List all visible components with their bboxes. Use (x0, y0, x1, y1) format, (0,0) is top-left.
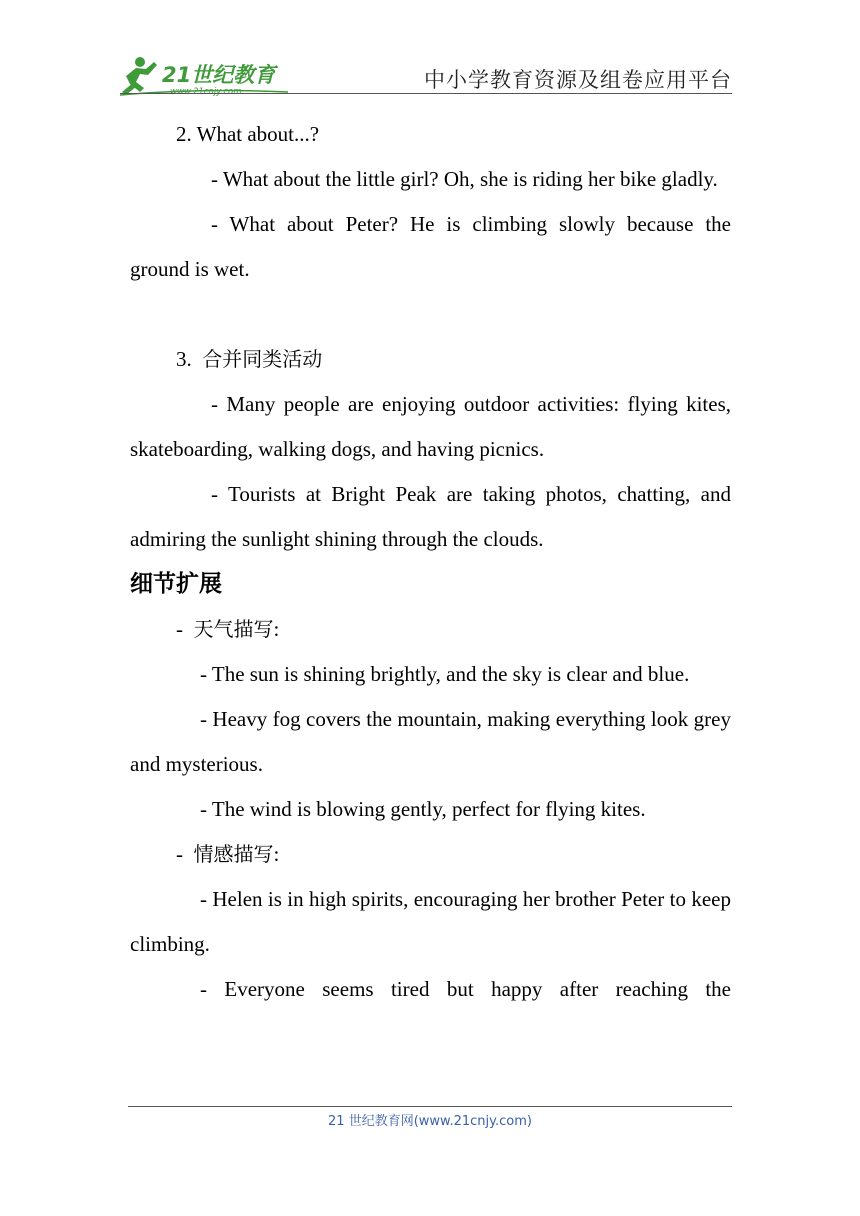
section-3-title (130, 337, 731, 382)
logo-url: www.21cnjy.com (170, 87, 242, 97)
weather-label: 天气描写 (193, 617, 274, 641)
section-2-line-1: - What about the little girl? Oh, she is riding her bike gladly. (211, 167, 718, 191)
logo-text: 21世纪教育 (162, 63, 276, 87)
section-3-text: 合并同类活动 (202, 347, 323, 371)
section-3-line-2: - Tourists at Bright Peak are taking photos, chatting, and admiring the sunlight shining through the clouds. (130, 482, 731, 551)
emotion-label: 情感描写 (193, 842, 274, 866)
section-2-line-2: - What about Peter? He is climbing slowly because the ground is wet. (130, 212, 731, 281)
page-footer: 21 世纪教育网(www.21cnjy.com) (328, 1114, 532, 1129)
section-3-line-1: - Many people are enjoying outdoor activities: flying kites, skateboarding, walking dogs, and having picnics. (130, 392, 731, 461)
header-divider (120, 93, 732, 94)
weather-line-3: - The wind is blowing gently, perfect for flying kites. (200, 797, 646, 821)
detail-heading: 细节扩展 (130, 571, 222, 597)
emotion-line-1: - Helen is in high spirits, encouraging her brother Peter to keep climbing. (130, 887, 731, 956)
section-2-title: 2. What about...? (176, 122, 320, 146)
page-header (120, 48, 732, 98)
section-3-number: 3. (176, 347, 192, 371)
weather-line-1: - The sun is shining brightly, and the sky is clear and blue. (200, 662, 690, 686)
emotion-line-2: - Everyone seems tired but happy after reaching the (200, 977, 731, 1001)
weather-label-line: - 天气描写: (176, 617, 280, 641)
logo-21cnjy (120, 52, 290, 98)
platform-title: 中小学教育资源及组卷应用平台 (424, 68, 732, 92)
document-body (130, 112, 731, 1012)
footer-divider (128, 1106, 732, 1107)
runner-icon (122, 57, 157, 95)
blank-line (130, 292, 731, 337)
weather-line-2: - Heavy fog covers the mountain, making everything look grey and mysterious. (130, 707, 731, 776)
emotion-label-line: - 情感描写: (176, 842, 280, 866)
